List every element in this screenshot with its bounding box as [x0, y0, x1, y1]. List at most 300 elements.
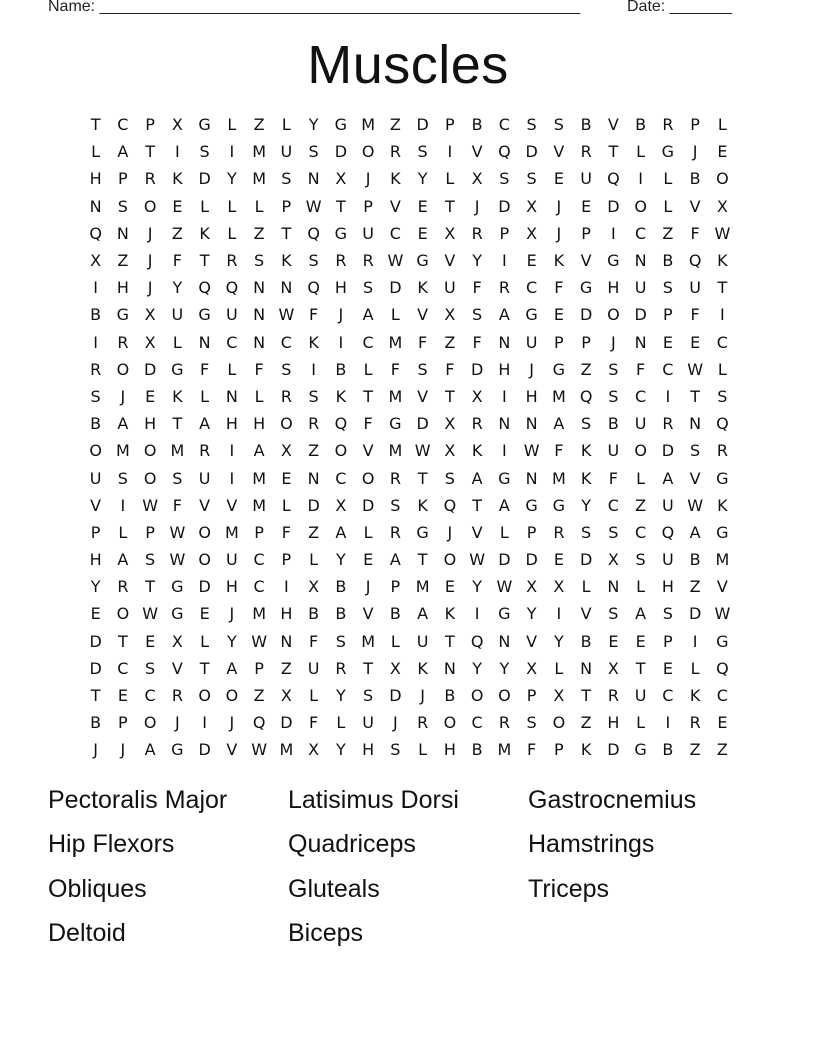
grid-letter[interactable]: P	[663, 631, 673, 651]
grid-letter[interactable]: X	[526, 196, 538, 216]
grid-letter[interactable]: S	[499, 169, 510, 189]
grid-letter[interactable]: R	[716, 441, 728, 461]
grid-letter[interactable]: D	[579, 550, 593, 570]
grid-letter[interactable]: D	[198, 169, 211, 189]
grid-letter[interactable]: I	[93, 278, 98, 298]
grid-letter[interactable]: E	[444, 577, 455, 597]
grid-letter[interactable]: X	[444, 223, 456, 243]
grid-letter[interactable]: P	[581, 223, 591, 243]
grid-letter[interactable]: I	[502, 251, 507, 271]
grid-letter[interactable]: Q	[334, 414, 348, 434]
grid-letter[interactable]: W	[251, 631, 268, 651]
grid-letter[interactable]: M	[361, 631, 376, 651]
grid-letter[interactable]: H	[525, 386, 538, 406]
grid-letter[interactable]: F	[363, 414, 373, 434]
grid-letter[interactable]: T	[90, 686, 101, 706]
grid-letter[interactable]: M	[361, 115, 376, 135]
grid-letter[interactable]: L	[636, 577, 646, 597]
grid-letter[interactable]: U	[634, 686, 647, 706]
grid-letter[interactable]: S	[335, 631, 346, 651]
grid-letter[interactable]: T	[690, 386, 701, 406]
grid-letter[interactable]: N	[307, 169, 320, 189]
grid-letter[interactable]: G	[552, 495, 566, 515]
grid-letter[interactable]: U	[226, 550, 238, 570]
grid-letter[interactable]: P	[118, 169, 128, 189]
grid-letter[interactable]: Q	[607, 169, 620, 189]
grid-letter[interactable]: S	[608, 604, 619, 624]
grid-letter[interactable]: S	[308, 142, 319, 162]
grid-letter[interactable]: L	[200, 196, 210, 216]
grid-letter[interactable]: E	[145, 386, 156, 406]
grid-letter[interactable]: I	[229, 468, 235, 488]
grid-letter[interactable]: G	[716, 468, 729, 488]
grid-letter[interactable]: S	[90, 386, 101, 406]
grid-letter[interactable]: L	[636, 468, 646, 488]
grid-letter[interactable]: P	[145, 115, 155, 135]
grid-letter[interactable]: L	[227, 196, 237, 216]
grid-letter[interactable]: J	[120, 386, 126, 406]
grid-letter[interactable]: D	[389, 278, 402, 298]
grid-letter[interactable]: R	[553, 522, 565, 542]
grid-letter[interactable]: E	[662, 658, 673, 678]
grid-letter[interactable]: E	[363, 550, 374, 570]
grid-letter[interactable]: E	[417, 196, 428, 216]
grid-letter[interactable]: O	[198, 550, 211, 570]
grid-letter[interactable]: T	[717, 278, 728, 298]
grid-letter[interactable]: Y	[308, 115, 319, 135]
grid-letter[interactable]: L	[390, 305, 400, 325]
grid-letter[interactable]: C	[117, 115, 129, 135]
grid-letter[interactable]: H	[280, 604, 293, 624]
grid-letter[interactable]: B	[689, 169, 701, 189]
grid-letter[interactable]: F	[418, 332, 428, 352]
grid-letter[interactable]: M	[551, 468, 566, 488]
grid-letter[interactable]: Q	[443, 495, 457, 515]
grid-letter[interactable]: X	[444, 414, 456, 434]
grid-letter[interactable]: F	[472, 332, 482, 352]
grid-letter[interactable]: J	[692, 142, 698, 162]
grid-letter[interactable]: C	[226, 332, 238, 352]
grid-letter[interactable]: G	[389, 414, 402, 434]
grid-letter[interactable]: T	[199, 251, 210, 271]
grid-letter[interactable]: H	[362, 740, 375, 760]
grid-letter[interactable]: J	[147, 251, 153, 271]
grid-letter[interactable]: N	[525, 468, 538, 488]
grid-letter[interactable]: R	[335, 251, 347, 271]
grid-letter[interactable]: J	[529, 359, 534, 379]
grid-letter[interactable]: O	[198, 522, 211, 542]
grid-letter[interactable]: L	[636, 142, 646, 162]
grid-letter[interactable]: V	[580, 251, 592, 271]
grid-letter[interactable]: F	[690, 223, 700, 243]
grid-letter[interactable]: J	[556, 223, 562, 243]
grid-letter[interactable]: J	[120, 740, 126, 760]
grid-letter[interactable]: H	[334, 278, 347, 298]
grid-letter[interactable]: G	[716, 522, 729, 542]
grid-letter[interactable]: B	[662, 251, 674, 271]
grid-letter[interactable]: P	[554, 740, 564, 760]
grid-letter[interactable]: B	[662, 740, 674, 760]
grid-letter[interactable]: P	[581, 332, 591, 352]
grid-letter[interactable]: J	[338, 305, 344, 325]
grid-letter[interactable]: L	[499, 522, 509, 542]
grid-letter[interactable]: X	[144, 305, 156, 325]
grid-letter[interactable]: E	[553, 169, 564, 189]
grid-letter[interactable]: E	[581, 196, 592, 216]
grid-letter[interactable]: S	[117, 468, 128, 488]
grid-letter[interactable]: S	[690, 441, 701, 461]
grid-letter[interactable]: L	[227, 359, 237, 379]
grid-letter[interactable]: R	[471, 414, 483, 434]
grid-letter[interactable]: Z	[662, 223, 674, 243]
grid-letter[interactable]: I	[93, 332, 98, 352]
grid-letter[interactable]: C	[498, 115, 510, 135]
grid-letter[interactable]: S	[717, 386, 728, 406]
grid-letter[interactable]: V	[553, 142, 565, 162]
grid-letter[interactable]: L	[309, 686, 319, 706]
grid-letter[interactable]: F	[281, 522, 291, 542]
grid-letter[interactable]: B	[635, 115, 647, 135]
grid-letter[interactable]: R	[335, 658, 347, 678]
grid-letter[interactable]: F	[636, 359, 646, 379]
grid-letter[interactable]: J	[474, 196, 480, 216]
grid-letter[interactable]: A	[389, 550, 401, 570]
grid-letter[interactable]: C	[362, 332, 374, 352]
grid-letter[interactable]: T	[608, 142, 619, 162]
grid-letter[interactable]: V	[362, 441, 374, 461]
grid-letter[interactable]: Z	[580, 713, 592, 733]
grid-letter[interactable]: M	[388, 332, 403, 352]
grid-letter[interactable]: V	[716, 577, 728, 597]
grid-letter[interactable]: Q	[716, 414, 729, 434]
grid-letter[interactable]: D	[498, 550, 511, 570]
grid-letter[interactable]: M	[252, 604, 267, 624]
grid-letter[interactable]: A	[417, 604, 429, 624]
grid-letter[interactable]: M	[252, 142, 267, 162]
grid-letter[interactable]: R	[471, 223, 483, 243]
grid-letter[interactable]: J	[556, 196, 562, 216]
grid-letter[interactable]: F	[608, 468, 618, 488]
grid-letter[interactable]: B	[607, 414, 619, 434]
grid-letter[interactable]: X	[335, 169, 347, 189]
grid-letter[interactable]: R	[389, 468, 401, 488]
grid-letter[interactable]: A	[498, 305, 510, 325]
grid-letter[interactable]: A	[226, 658, 238, 678]
grid-letter[interactable]: B	[580, 115, 592, 135]
grid-letter[interactable]: L	[663, 196, 673, 216]
grid-letter[interactable]: Q	[498, 142, 511, 162]
grid-letter[interactable]: C	[716, 686, 728, 706]
grid-letter[interactable]: B	[90, 713, 102, 733]
grid-letter[interactable]: A	[553, 414, 565, 434]
grid-letter[interactable]: L	[309, 550, 319, 570]
grid-letter[interactable]: S	[635, 550, 646, 570]
grid-letter[interactable]: Z	[580, 359, 592, 379]
grid-letter[interactable]: E	[635, 631, 646, 651]
grid-letter[interactable]: Y	[335, 550, 346, 570]
grid-letter[interactable]: L	[717, 359, 727, 379]
grid-letter[interactable]: X	[308, 577, 320, 597]
grid-letter[interactable]: B	[90, 305, 102, 325]
grid-letter[interactable]: A	[117, 142, 129, 162]
grid-letter[interactable]: W	[305, 196, 322, 216]
grid-letter[interactable]: N	[498, 631, 511, 651]
grid-letter[interactable]: K	[580, 441, 592, 461]
grid-letter[interactable]: I	[175, 142, 180, 162]
grid-letter[interactable]: W	[142, 495, 159, 515]
grid-letter[interactable]: N	[253, 305, 266, 325]
grid-letter[interactable]: Z	[253, 223, 265, 243]
grid-letter[interactable]: S	[472, 305, 483, 325]
grid-letter[interactable]: S	[417, 142, 428, 162]
grid-letter[interactable]: N	[498, 332, 511, 352]
grid-letter[interactable]: U	[280, 142, 293, 162]
grid-letter[interactable]: Y	[472, 658, 483, 678]
grid-letter[interactable]: K	[390, 169, 401, 189]
grid-letter[interactable]: Y	[417, 169, 428, 189]
grid-letter[interactable]: D	[198, 740, 211, 760]
grid-letter[interactable]: D	[688, 604, 702, 624]
grid-letter[interactable]: R	[607, 686, 619, 706]
grid-letter[interactable]: W	[278, 305, 295, 325]
grid-letter[interactable]: B	[471, 115, 483, 135]
grid-letter[interactable]: E	[117, 686, 128, 706]
grid-letter[interactable]: D	[334, 142, 348, 162]
grid-letter[interactable]: O	[470, 686, 484, 706]
grid-letter[interactable]: V	[471, 142, 483, 162]
grid-letter[interactable]: N	[634, 332, 647, 352]
grid-letter[interactable]: T	[199, 658, 210, 678]
date-field[interactable]: Date: _______	[627, 0, 732, 15]
grid-letter[interactable]: A	[498, 495, 510, 515]
grid-letter[interactable]: N	[307, 468, 320, 488]
grid-letter[interactable]: V	[362, 604, 374, 624]
grid-letter[interactable]: P	[90, 522, 101, 542]
grid-letter[interactable]: E	[90, 604, 101, 624]
grid-letter[interactable]: Y	[226, 169, 237, 189]
grid-letter[interactable]: Q	[89, 223, 102, 243]
grid-letter[interactable]: G	[171, 359, 184, 379]
grid-letter[interactable]: M	[224, 522, 239, 542]
grid-letter[interactable]: T	[145, 142, 156, 162]
grid-letter[interactable]: Q	[307, 278, 320, 298]
grid-letter[interactable]: X	[553, 686, 565, 706]
grid-letter[interactable]: U	[416, 631, 429, 651]
grid-letter[interactable]: U	[607, 441, 620, 461]
grid-letter[interactable]: M	[415, 577, 430, 597]
grid-letter[interactable]: G	[416, 251, 429, 271]
grid-letter[interactable]: T	[90, 115, 101, 135]
grid-letter[interactable]: C	[117, 658, 129, 678]
grid-letter[interactable]: N	[280, 278, 293, 298]
grid-letter[interactable]: Q	[225, 278, 239, 298]
grid-letter[interactable]: S	[308, 386, 319, 406]
grid-letter[interactable]: E	[172, 196, 183, 216]
grid-letter[interactable]: F	[554, 441, 564, 461]
grid-letter[interactable]: N	[116, 223, 129, 243]
grid-letter[interactable]: W	[169, 550, 186, 570]
grid-letter[interactable]: S	[608, 522, 619, 542]
name-field[interactable]: Name: ______________________________________________________	[48, 0, 581, 15]
grid-letter[interactable]: M	[388, 386, 403, 406]
grid-letter[interactable]: Z	[253, 686, 265, 706]
grid-letter[interactable]: V	[444, 251, 456, 271]
grid-letter[interactable]: N	[607, 577, 620, 597]
grid-letter[interactable]: C	[635, 386, 647, 406]
grid-letter[interactable]: U	[362, 713, 374, 733]
grid-letter[interactable]: V	[199, 495, 211, 515]
grid-letter[interactable]: D	[416, 414, 429, 434]
grid-letter[interactable]: Z	[389, 115, 401, 135]
grid-letter[interactable]: N	[89, 196, 102, 216]
grid-letter[interactable]: R	[226, 251, 238, 271]
grid-letter[interactable]: I	[229, 142, 235, 162]
grid-letter[interactable]: X	[444, 305, 456, 325]
grid-letter[interactable]: K	[308, 332, 319, 352]
grid-letter[interactable]: E	[281, 468, 292, 488]
grid-letter[interactable]: D	[198, 577, 211, 597]
grid-letter[interactable]: D	[525, 142, 538, 162]
grid-letter[interactable]: P	[690, 115, 700, 135]
grid-letter[interactable]: P	[499, 223, 510, 243]
grid-letter[interactable]: O	[116, 359, 130, 379]
grid-letter[interactable]: E	[662, 332, 673, 352]
grid-letter[interactable]: I	[665, 386, 671, 406]
grid-letter[interactable]: D	[89, 631, 102, 651]
grid-letter[interactable]: M	[497, 740, 512, 760]
grid-letter[interactable]: J	[393, 713, 398, 733]
grid-letter[interactable]: Z	[308, 522, 320, 542]
grid-letter[interactable]: J	[447, 522, 453, 542]
grid-letter[interactable]: O	[334, 441, 348, 461]
grid-letter[interactable]: G	[716, 631, 729, 651]
grid-letter[interactable]: S	[199, 142, 210, 162]
grid-letter[interactable]: R	[117, 332, 129, 352]
grid-letter[interactable]: Q	[661, 522, 675, 542]
grid-letter[interactable]: R	[308, 414, 320, 434]
grid-letter[interactable]: T	[444, 196, 455, 216]
grid-letter[interactable]: V	[689, 196, 701, 216]
grid-letter[interactable]: G	[416, 522, 429, 542]
grid-letter[interactable]: D	[470, 359, 484, 379]
grid-letter[interactable]: F	[445, 359, 455, 379]
grid-letter[interactable]: H	[661, 577, 674, 597]
grid-letter[interactable]: L	[227, 115, 237, 135]
grid-letter[interactable]: T	[444, 631, 455, 651]
grid-letter[interactable]: K	[172, 169, 183, 189]
grid-letter[interactable]: R	[662, 414, 674, 434]
grid-letter[interactable]: A	[117, 414, 129, 434]
grid-letter[interactable]: F	[200, 359, 210, 379]
grid-letter[interactable]: S	[145, 658, 156, 678]
grid-letter[interactable]: N	[198, 332, 211, 352]
grid-letter[interactable]: A	[662, 468, 674, 488]
grid-letter[interactable]: H	[89, 550, 102, 570]
grid-letter[interactable]: U	[525, 332, 538, 352]
grid-letter[interactable]: Z	[117, 251, 129, 271]
grid-letter[interactable]: S	[444, 468, 455, 488]
grid-letter[interactable]: S	[526, 115, 537, 135]
grid-letter[interactable]: I	[311, 359, 316, 379]
grid-letter[interactable]: G	[171, 604, 184, 624]
grid-letter[interactable]: G	[498, 468, 511, 488]
grid-letter[interactable]: J	[365, 169, 371, 189]
grid-letter[interactable]: J	[175, 713, 180, 733]
grid-letter[interactable]: O	[607, 305, 620, 325]
grid-letter[interactable]: L	[91, 142, 101, 162]
grid-letter[interactable]: Y	[335, 740, 346, 760]
grid-letter[interactable]: I	[338, 332, 344, 352]
grid-letter[interactable]: G	[498, 604, 511, 624]
grid-letter[interactable]: S	[526, 713, 537, 733]
grid-letter[interactable]: F	[390, 359, 400, 379]
grid-letter[interactable]: H	[607, 713, 620, 733]
grid-letter[interactable]: P	[526, 686, 537, 706]
grid-letter[interactable]: R	[389, 522, 401, 542]
grid-letter[interactable]: B	[335, 577, 347, 597]
grid-letter[interactable]: I	[202, 713, 207, 733]
grid-letter[interactable]: P	[445, 115, 455, 135]
grid-letter[interactable]: H	[443, 740, 456, 760]
grid-letter[interactable]: T	[363, 386, 374, 406]
grid-letter[interactable]: G	[525, 305, 538, 325]
grid-letter[interactable]: V	[417, 386, 429, 406]
grid-letter[interactable]: T	[417, 468, 428, 488]
grid-letter[interactable]: M	[279, 740, 294, 760]
grid-letter[interactable]: X	[526, 223, 538, 243]
grid-letter[interactable]: Q	[688, 251, 702, 271]
grid-letter[interactable]: S	[254, 251, 265, 271]
grid-letter[interactable]: B	[444, 686, 456, 706]
grid-letter[interactable]: U	[171, 305, 184, 325]
grid-letter[interactable]: H	[225, 577, 238, 597]
grid-letter[interactable]: J	[365, 577, 371, 597]
grid-letter[interactable]: S	[281, 359, 292, 379]
grid-letter[interactable]: T	[172, 414, 183, 434]
grid-letter[interactable]: B	[389, 604, 401, 624]
grid-letter[interactable]: O	[552, 713, 566, 733]
grid-letter[interactable]: H	[253, 414, 266, 434]
grid-letter[interactable]: M	[715, 550, 730, 570]
grid-letter[interactable]: L	[636, 713, 646, 733]
grid-letter[interactable]: D	[634, 305, 647, 325]
grid-letter[interactable]: K	[553, 251, 565, 271]
grid-letter[interactable]: U	[89, 468, 102, 488]
grid-letter[interactable]: J	[420, 686, 425, 706]
grid-letter[interactable]: O	[443, 713, 457, 733]
grid-letter[interactable]: G	[552, 359, 566, 379]
grid-letter[interactable]: L	[118, 522, 128, 542]
grid-letter[interactable]: P	[526, 522, 537, 542]
grid-letter[interactable]: M	[551, 386, 566, 406]
grid-letter[interactable]: R	[90, 359, 102, 379]
grid-letter[interactable]: S	[308, 251, 319, 271]
grid-letter[interactable]: G	[607, 251, 620, 271]
grid-letter[interactable]: U	[362, 223, 374, 243]
grid-letter[interactable]: W	[142, 604, 159, 624]
grid-letter[interactable]: P	[145, 522, 155, 542]
grid-letter[interactable]: T	[472, 495, 483, 515]
grid-letter[interactable]: E	[717, 713, 728, 733]
grid-letter[interactable]: L	[200, 386, 210, 406]
grid-letter[interactable]: D	[307, 495, 320, 515]
grid-letter[interactable]: V	[226, 495, 238, 515]
grid-letter[interactable]: R	[362, 251, 374, 271]
grid-letter[interactable]: O	[361, 468, 375, 488]
grid-letter[interactable]: Z	[716, 740, 728, 760]
grid-letter[interactable]: A	[335, 522, 347, 542]
grid-letter[interactable]: B	[308, 604, 320, 624]
